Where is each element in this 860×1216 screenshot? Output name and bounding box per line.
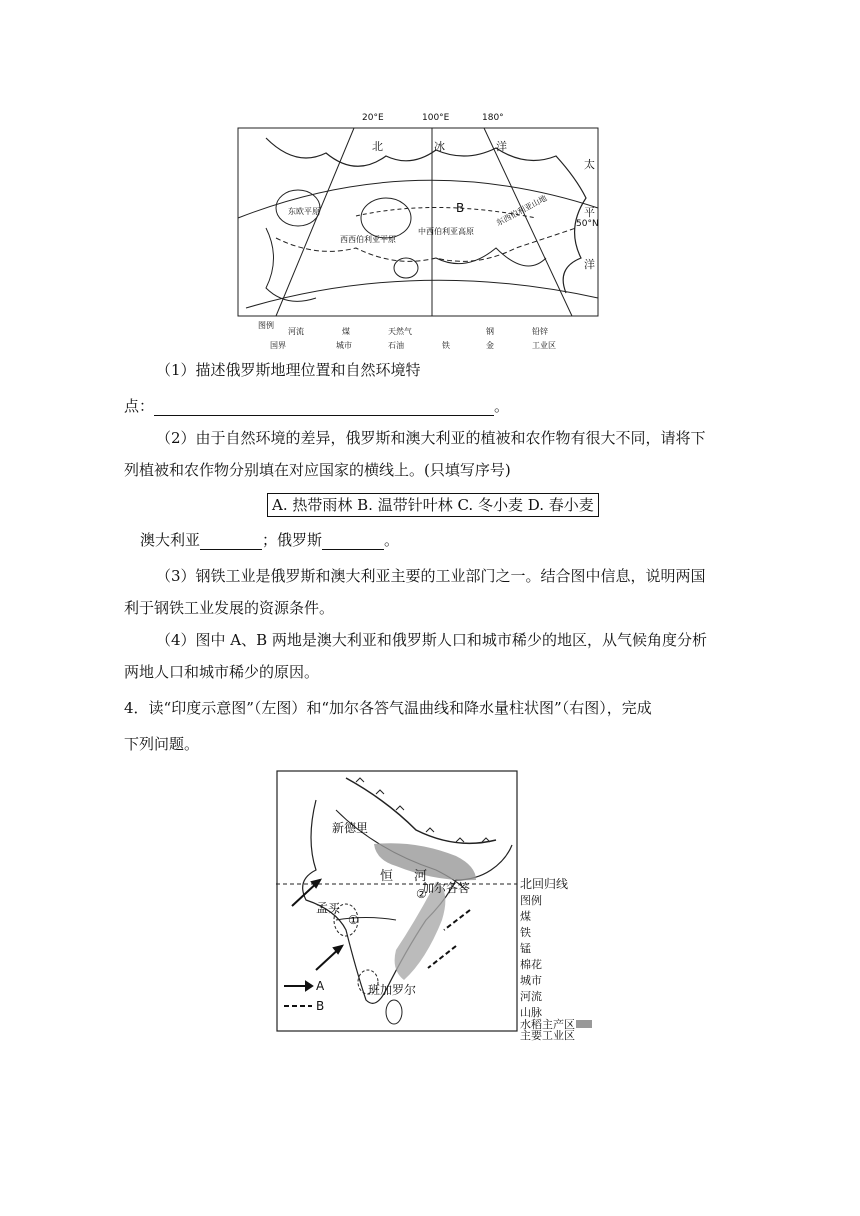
tropic-label: 北回归线 [520,877,569,891]
q1-prefix: 点： [124,397,155,415]
q1-suffix: 。 [494,397,510,415]
lon-100e: 100°E [422,113,450,123]
ocean-char-3: 洋 [496,140,507,153]
q2-separator: ；俄罗斯 [262,531,323,549]
circled-1: ① [348,913,359,927]
legend1-title: 图例 [258,321,274,330]
lon-20e: 20°E [362,113,384,123]
q3-line1: （3）钢铁工业是俄罗斯和澳大利亚主要的工业部门之一。结合图中信息，说明两国 [156,567,706,585]
q1-line1: （1）描述俄罗斯地理位置和自然环境特 [156,361,421,379]
q2-aus-label: 澳大利亚 [140,531,201,549]
legend1-lead-zinc: 铅锌 [532,327,548,336]
place-east-siberian-mountains: 东西伯利亚山地 [494,193,549,228]
arrow-b-label: B [316,999,325,1013]
q2-line1: （2）由于自然环境的差异，俄罗斯和澳大利亚的植被和农作物有很大不同，请将下 [156,429,706,447]
legend1-river: 河流 [288,327,304,336]
legend2-rice: 水稻主产区 [520,1018,575,1031]
q2-end: 。 [384,531,400,549]
problem4-line1: 4．读“印度示意图”（左图）和“加尔各答气温曲线和降水量柱状图”（右图），完成 [124,699,652,717]
legend2-cotton: 棉花 [520,958,542,971]
q3-line2: 利于钢铁工业发展的资源条件。 [124,599,335,617]
legend1-iron: 铁 [442,341,450,350]
q2-russia-blank[interactable] [322,549,384,550]
city-new-delhi: 新德里 [332,821,369,835]
legend2-industrial: 主要工业区 [520,1029,575,1042]
problem4-line2: 下列问题。 [124,735,200,753]
place-central-siberian-plateau: 中西伯利亚高原 [418,227,474,236]
india-map [276,770,608,1042]
lat-50n: 50°N [576,219,599,229]
russia-map [236,108,608,356]
river-char-1: 恒 [380,869,394,884]
q1-answer-blank[interactable] [154,415,494,416]
legend2-title: 图例 [520,894,542,907]
ocean-char-2: 冰 [434,140,445,153]
legend1-coal: 煤 [342,327,350,336]
legend2-iron: 铁 [520,926,531,939]
q2-line2: 列植被和农作物分别填在对应国家的横线上。(只填写序号) [124,461,511,479]
label-b: B [456,201,465,215]
pacific-char-3: 洋 [584,258,595,271]
q2-options-box: A. 热带雨林 B. 温带针叶林 C. 冬小麦 D. 春小麦 [267,493,599,517]
q2-aus-blank[interactable] [200,549,262,550]
q4-line1: （4）图中 A、B 两地是澳大利亚和俄罗斯人口和城市稀少的地区，从气候角度分析 [156,631,707,649]
arrow-a-label: A [316,979,325,993]
river-char-2: 河 [414,869,428,884]
q2-answer-line [140,530,399,550]
legend1-border: 国界 [270,341,286,350]
circled-2: ② [416,887,427,901]
russia-map-svg [236,108,608,356]
legend2-manganese: 锰 [520,942,531,955]
legend2-city: 城市 [520,974,542,987]
q4-line2: 两地人口和城市稀少的原因。 [124,663,320,681]
legend2-coal: 煤 [520,910,531,923]
place-west-siberian-plain: 西西伯利亚平原 [340,235,396,244]
legend1-city: 城市 [336,341,352,350]
city-kolkata: 加尔各答 [422,881,471,895]
india-map-svg [276,770,608,1034]
legend2-rice-swatch [576,1020,592,1028]
pacific-char-2: 平 [584,206,595,219]
city-mumbai: 孟买 [316,901,341,915]
place-east-european-plain: 东欧平原 [288,207,320,216]
legend1-industrial: 工业区 [532,341,556,350]
legend1-gas: 天然气 [388,327,412,336]
city-bangalore: 班加罗尔 [368,983,417,997]
legend2-river: 河流 [520,990,542,1003]
ocean-char-1: 北 [372,140,383,153]
legend2-mountain: 山脉 [520,1006,542,1019]
q1-line2 [124,396,509,416]
legend1-oil: 石油 [388,341,404,350]
pacific-char-1: 太 [584,158,595,171]
lon-180: 180° [482,113,504,123]
legend1-gold: 金 [486,341,494,350]
legend1-steel: 钢 [486,327,494,336]
